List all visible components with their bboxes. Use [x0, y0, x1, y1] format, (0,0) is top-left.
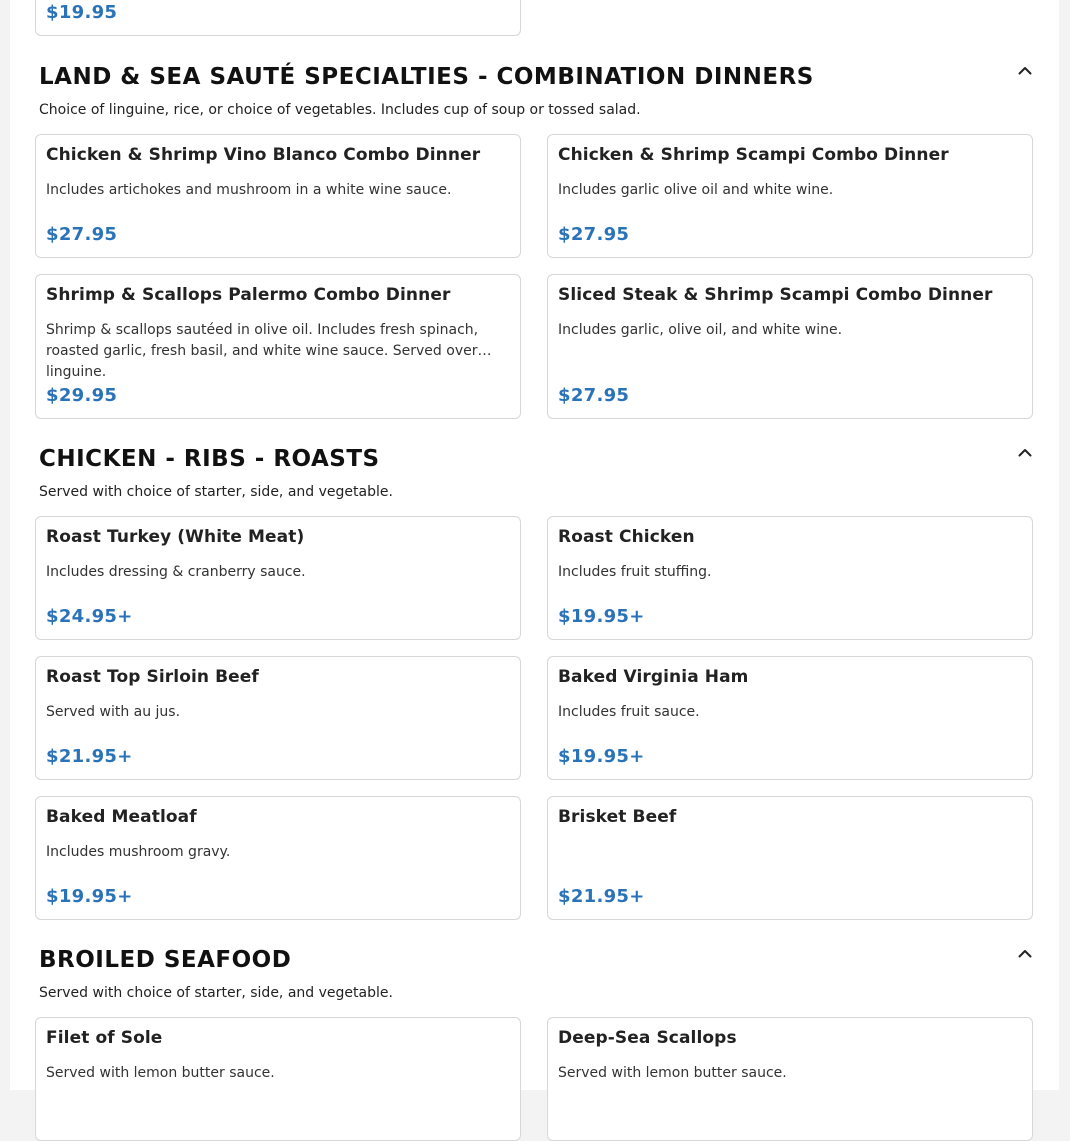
menu-item-card[interactable] — [35, 516, 521, 640]
menu-page — [10, 0, 1059, 1090]
item-price: $19.95+ — [46, 886, 133, 907]
item-price: $27.95 — [558, 385, 630, 406]
item-price: $19.95+ — [558, 606, 645, 627]
item-name: Sliced Steak & Shrimp Scampi Combo Dinner — [558, 285, 993, 305]
item-description: Includes mushroom gravy. — [46, 844, 231, 860]
menu-item-card[interactable] — [35, 796, 521, 920]
chevron-up-icon[interactable] — [1016, 62, 1034, 80]
menu-item-card[interactable] — [547, 1017, 1033, 1141]
item-description: Includes artichokes and mushroom in a white wine sauce. — [46, 182, 452, 198]
section-title: BROILED SEAFOOD — [39, 947, 292, 973]
item-price: $19.95+ — [558, 746, 645, 767]
item-description: Includes garlic, olive oil, and white wine. — [558, 322, 843, 338]
item-name: Baked Virginia Ham — [558, 667, 749, 687]
item-price: $21.95+ — [46, 746, 133, 767]
menu-item-card[interactable] — [35, 1017, 521, 1141]
item-description: Includes fruit stuffing. — [558, 564, 712, 580]
item-description: Served with lemon butter sauce. — [46, 1065, 275, 1081]
section-title: LAND & SEA SAUTÉ SPECIALTIES - COMBINATION DINNERS — [39, 64, 814, 90]
chevron-up-icon[interactable] — [1016, 444, 1034, 462]
item-description: Served with lemon butter sauce. — [558, 1065, 787, 1081]
item-description: Includes garlic olive oil and white wine. — [558, 182, 834, 198]
item-name: Roast Top Sirloin Beef — [46, 667, 259, 687]
item-name: Deep-Sea Scallops — [558, 1028, 737, 1048]
item-name: Brisket Beef — [558, 807, 677, 827]
item-name: Chicken & Shrimp Scampi Combo Dinner — [558, 145, 949, 165]
menu-item-card[interactable] — [35, 656, 521, 780]
section-subtitle: Choice of linguine, rice, or choice of vegetables. Includes cup of soup or tossed salad. — [39, 102, 641, 118]
item-name: Baked Meatloaf — [46, 807, 197, 827]
section-subtitle: Served with choice of starter, side, and vegetable. — [39, 484, 393, 500]
item-description: Includes dressing & cranberry sauce. — [46, 564, 306, 580]
item-name: Filet of Sole — [46, 1028, 163, 1048]
item-price: $27.95 — [46, 224, 118, 245]
menu-item-card[interactable] — [35, 274, 521, 419]
item-price: $21.95+ — [558, 886, 645, 907]
item-price: $19.95 — [46, 2, 118, 23]
item-name: Chicken & Shrimp Vino Blanco Combo Dinner — [46, 145, 481, 165]
section-title: CHICKEN - RIBS - ROASTS — [39, 446, 380, 472]
menu-item-card[interactable] — [547, 274, 1033, 419]
item-name: Shrimp & Scallops Palermo Combo Dinner — [46, 285, 451, 305]
menu-item-card[interactable] — [547, 656, 1033, 780]
menu-item-card[interactable] — [35, 0, 521, 36]
item-description: Shrimp & scallops sautéed in olive oil. Includes fresh spinach, roasted garlic, fresh basil, and white wine sauce. Served over linguine. — [46, 322, 479, 380]
menu-item-card[interactable] — [35, 134, 521, 258]
section-subtitle: Served with choice of starter, side, and vegetable. — [39, 985, 393, 1001]
menu-item-card[interactable] — [547, 516, 1033, 640]
item-price: $24.95+ — [46, 606, 133, 627]
item-description: Includes fruit sauce. — [558, 704, 700, 720]
menu-item-card[interactable] — [547, 796, 1033, 920]
item-name: Roast Chicken — [558, 527, 695, 547]
item-price: $27.95 — [558, 224, 630, 245]
item-price: $29.95 — [46, 385, 118, 406]
item-description: Served with au jus. — [46, 704, 181, 720]
chevron-up-icon[interactable] — [1016, 945, 1034, 963]
menu-item-card[interactable] — [547, 134, 1033, 258]
item-name: Roast Turkey (White Meat) — [46, 527, 305, 547]
